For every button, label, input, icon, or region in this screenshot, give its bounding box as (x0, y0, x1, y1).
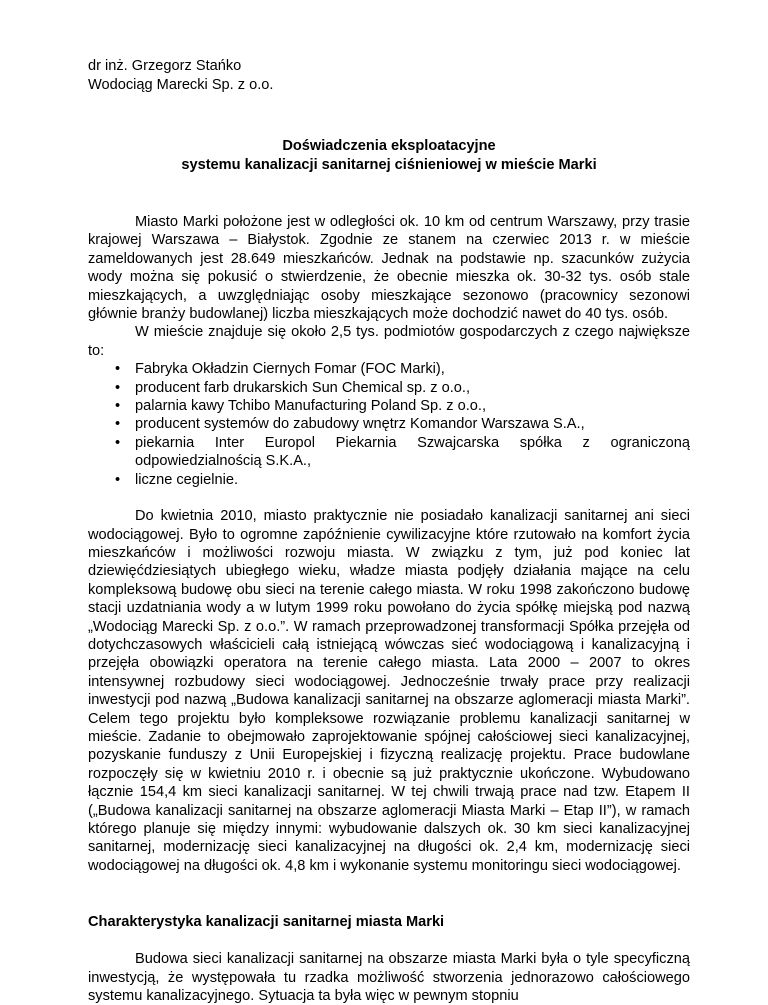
bullet-icon: • (115, 416, 121, 433)
document-title (88, 137, 690, 175)
bullet-icon: • (115, 361, 121, 378)
list-item-text: palarnia kawy Tchibo Manufacturing Poland Sp. z o.o., (135, 398, 486, 415)
bullet-icon: • (115, 398, 121, 415)
bullet-icon: • (115, 471, 121, 488)
list-item-text: producent farb drukarskich Sun Chemical sp. z o.o., (135, 379, 471, 396)
list-item-text: Fabryka Okładzin Ciernych Fomar (FOC Marki), (135, 361, 445, 378)
list-item (88, 471, 690, 489)
list-item (88, 379, 690, 397)
list-item-text: liczne cegielnie. (135, 471, 239, 488)
title-line-1: Doświadczenia eksploatacyjne (282, 138, 496, 154)
bullet-list (88, 360, 690, 489)
list-item (88, 360, 690, 378)
author-block (88, 57, 690, 95)
paragraph: Budowa sieci kanalizacji sanitarnej na obszarze miasta Marki była o tyle specyficzną inwestycją, że występowała tu rzadka możliwość stworzenia jednorazowo całościowego systemu kanalizacyjnego. Sytuacja ta była więc w pewnym stopniu (88, 951, 690, 1005)
paragraph: Miasto Marki położone jest w odległości ok. 10 km od centrum Warszawy, przy trasie krajowej Warszawa – Białystok. Zgodnie ze stanem na czerwiec 2013 r. w mieście zameldowanych jest 28.649 mieszkańców. Jednak na podstawie np. szacunków zużycia wody można się pokusić o stwierdzenie, że obecnie mieszka ok. 30-32 tys. osób stale mieszkających, a uwzględniając osoby mieszkające sezonowo (pracownicy sezonowi głównie branży budowlanej) liczba mieszkających może dochodzić nawet do 40 tys. osób. (88, 214, 690, 323)
document-page (88, 57, 690, 1005)
document-body (88, 213, 690, 875)
list-item-text: piekarnia Inter Europol Piekarnia Szwajcarska spółka z ograniczoną odpowiedzialnością S.K.A., (135, 434, 690, 470)
list-item (88, 397, 690, 415)
author-company: Wodociąg Marecki Sp. z o.o. (88, 77, 274, 93)
paragraph: W mieście znajduje się około 2,5 tys. podmiotów gospodarczych z czego największe to: (88, 324, 690, 359)
author-name: dr inż. Grzegorz Stańko (88, 58, 242, 74)
list-item-text: producent systemów do zabudowy wnętrz Komandor Warszawa S.A., (135, 416, 585, 433)
section-heading: Charakterystyka kanalizacji sanitarnej miasta Marki (88, 914, 445, 931)
list-item (88, 415, 690, 433)
paragraph: Do kwietnia 2010, miasto praktycznie nie posiadało kanalizacji sanitarnej ani sieci wodociągowej. Było to ogromne zapóźnienie cywilizacyjne które rzutowało na komfort życia mieszkańców i możliwości rozwoju miasta. W związku z tym, już pod koniec lat dziewięćdziesiątych ubiegłego wieku, władze miasta podjęły działania mające na celu kompleksową budowę obu sieci na terenie całego miasta. W roku 1998 zakończono budowę stacji uzdatniania wody a w lutym 1999 roku powołano do życia spółkę miejską pod nazwą „Wodociąg Marecki Sp. z o.o.”. W ramach przeprowadzonej transformacji Spółka przejęła od dotychczasowych właścicieli całą istniejącą wówczas sieć wodociągową i kanalizacyjną i przejęła obowiązki operatora na terenie całego miasta. Lata 2000 – 2007 to okres intensywnej rozbudowy sieci wodociągowej. Jednocześnie trwały prace przy realizacji inwestycji pod nazwą „Budowa kanalizacji sanitarnej na obszarze aglomeracji miasta Marki”. Celem tego projektu było kompleksowe rozwiązanie problemu kanalizacji sanitarnej w mieście. Zadanie to obejmowało zaprojektowanie spójnej całościowej sieci kanalizacyjnej, pozyskanie funduszy z Unii Europejskiej i fizyczną realizację projektu. Prace budowlane rozpoczęły się w kwietniu 2010 r. i obecnie są już praktycznie ukończone. Wybudowano łącznie 154,4 km sieci kanalizacji sanitarnej. W tej chwili trwają prace nad tzw. Etapem II („Budowa kanalizacji sanitarnej na obszarze aglomeracji Miasta Marki – Etap II”), w ramach którego planuje się między innymi: wybudowanie dalszych ok. 30 km sieci kanalizacyjnej sanitarnej, modernizację sieci kanalizacyjnej na długości ok. 2,4 km, modernizację sieci wodociągowej na długości ok. 4,8 km i wykonanie systemu monitoringu sieci wodociągowej. (88, 508, 690, 874)
bullet-icon: • (115, 379, 121, 396)
bullet-icon: • (115, 434, 121, 451)
list-item (88, 434, 690, 471)
title-line-2: systemu kanalizacji sanitarnej ciśnieniowej w mieście Marki (181, 157, 597, 173)
